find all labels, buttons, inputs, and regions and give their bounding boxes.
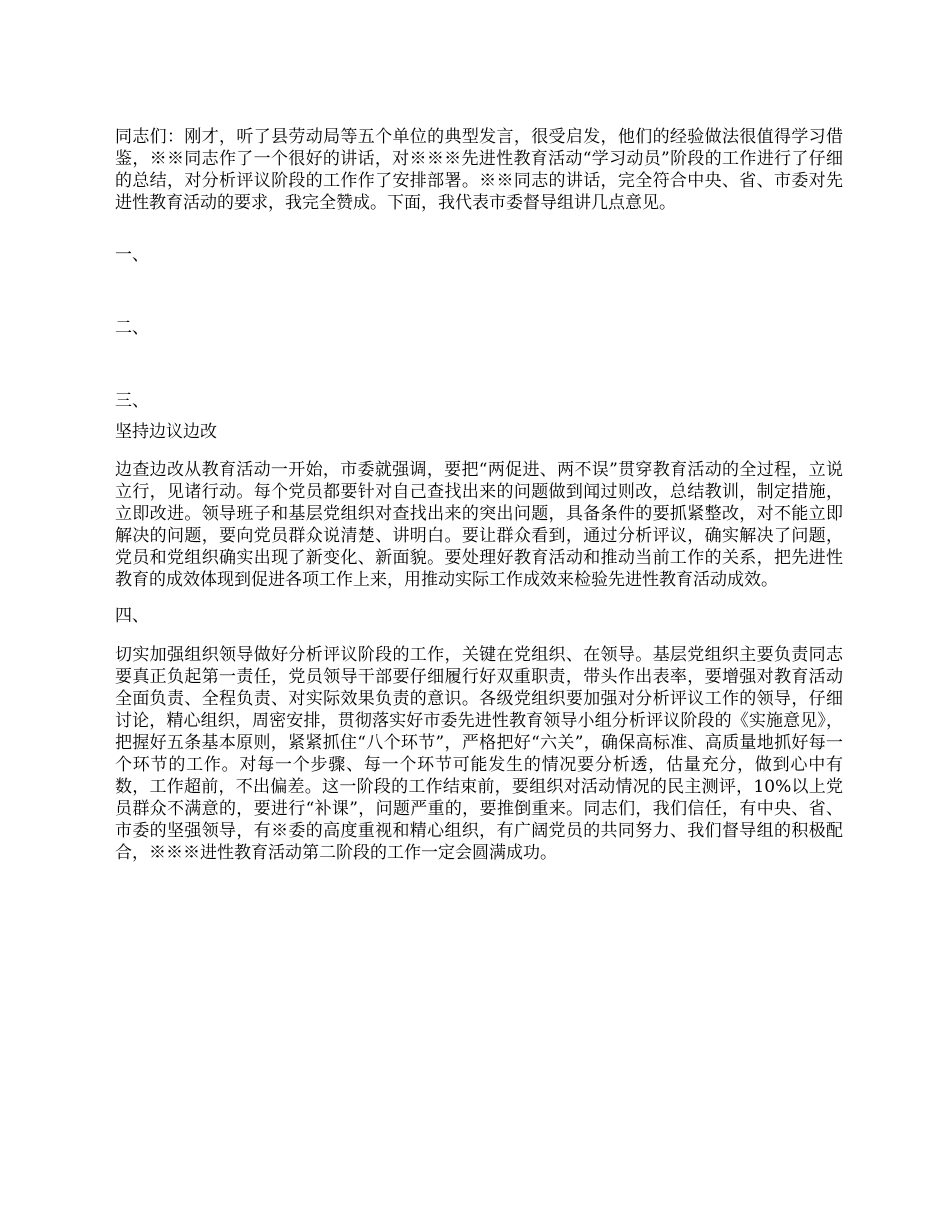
section-four-heading: 四、 <box>115 606 149 626</box>
section-one-heading: 一、 <box>115 245 149 265</box>
section-three-heading: 三、 <box>115 391 149 411</box>
section-three-paragraph: 边查边改从教育活动一开始，市委就强调，要把“两促进、两不误”贯穿教育活动的全过程，立说立行，见诸行动。每个党员都要针对自己查找出来的问题做到闻过则改，总结教训，制定措施，立即改进。领导班子和基层党组织对查找出来的突出问题，具备条件的要抓紧整改，对不能立即解决的问题，要向党员群众说清楚、讲明白。要让群众看到，通过分析评议，确实解决了问题，党员和党组织确实出现了新变化、新面貌。要处理好教育活动和推动当前工作的关系，把先进性教育的成效体现到促进各项工作上来，用推动实际工作成效来检验先进性教育活动成效。 <box>115 460 843 590</box>
section-four-paragraph: 切实加强组织领导做好分析评议阶段的工作，关键在党组织、在领导。基层党组织主要负责同志要真正负起第一责任，党员领导干部要仔细履行好双重职责，带头作出表率，要增强对教育活动全面负责、全程负责、对实际效果负责的意识。各级党组织要加强对分析评议工作的领导，仔细讨论，精心组织，周密安排，贯彻落实好市委先进性教育领导小组分析评议阶段的《实施意见》，把握好五条基本原则，紧紧抓住“八个环节”，严格把好“六关”，确保高标准、高质量地抓好每一个环节的工作。对每一个步骤、每一个环节可能发生的情况要分析透，估量充分，做到心中有数，工作超前，不出偏差。这一阶段的工作结束前，要组织对活动情况的民主测评，10%以上党员群众不满意的，要进行“补课”，问题严重的，要推倒重来。同志们，我们信任，有中央、省、市委的坚强领导，有※委的高度重视和精心组织，有广阔党员的共同努力、我们督导组的积极配合，※※※进性教育活动第二阶段的工作一定会圆满成功。 <box>115 645 843 863</box>
section-two-heading: 二、 <box>115 318 149 338</box>
document-body <box>115 126 843 864</box>
intro-paragraph: 同志们：刚才，听了县劳动局等五个单位的典型发言，很受启发，他们的经验做法很值得学习借鉴，※※同志作了一个很好的讲话，对※※※先进性教育活动“学习动员”阶段的工作进行了仔细的总结，对分析评议阶段的工作作了安排部署。※※同志的讲话，完全符合中央、省、市委对先进性教育活动的要求，我完全赞成。下面，我代表市委督导组讲几点意见。 <box>115 127 843 213</box>
section-three-title: 坚持边议边改 <box>115 422 217 442</box>
